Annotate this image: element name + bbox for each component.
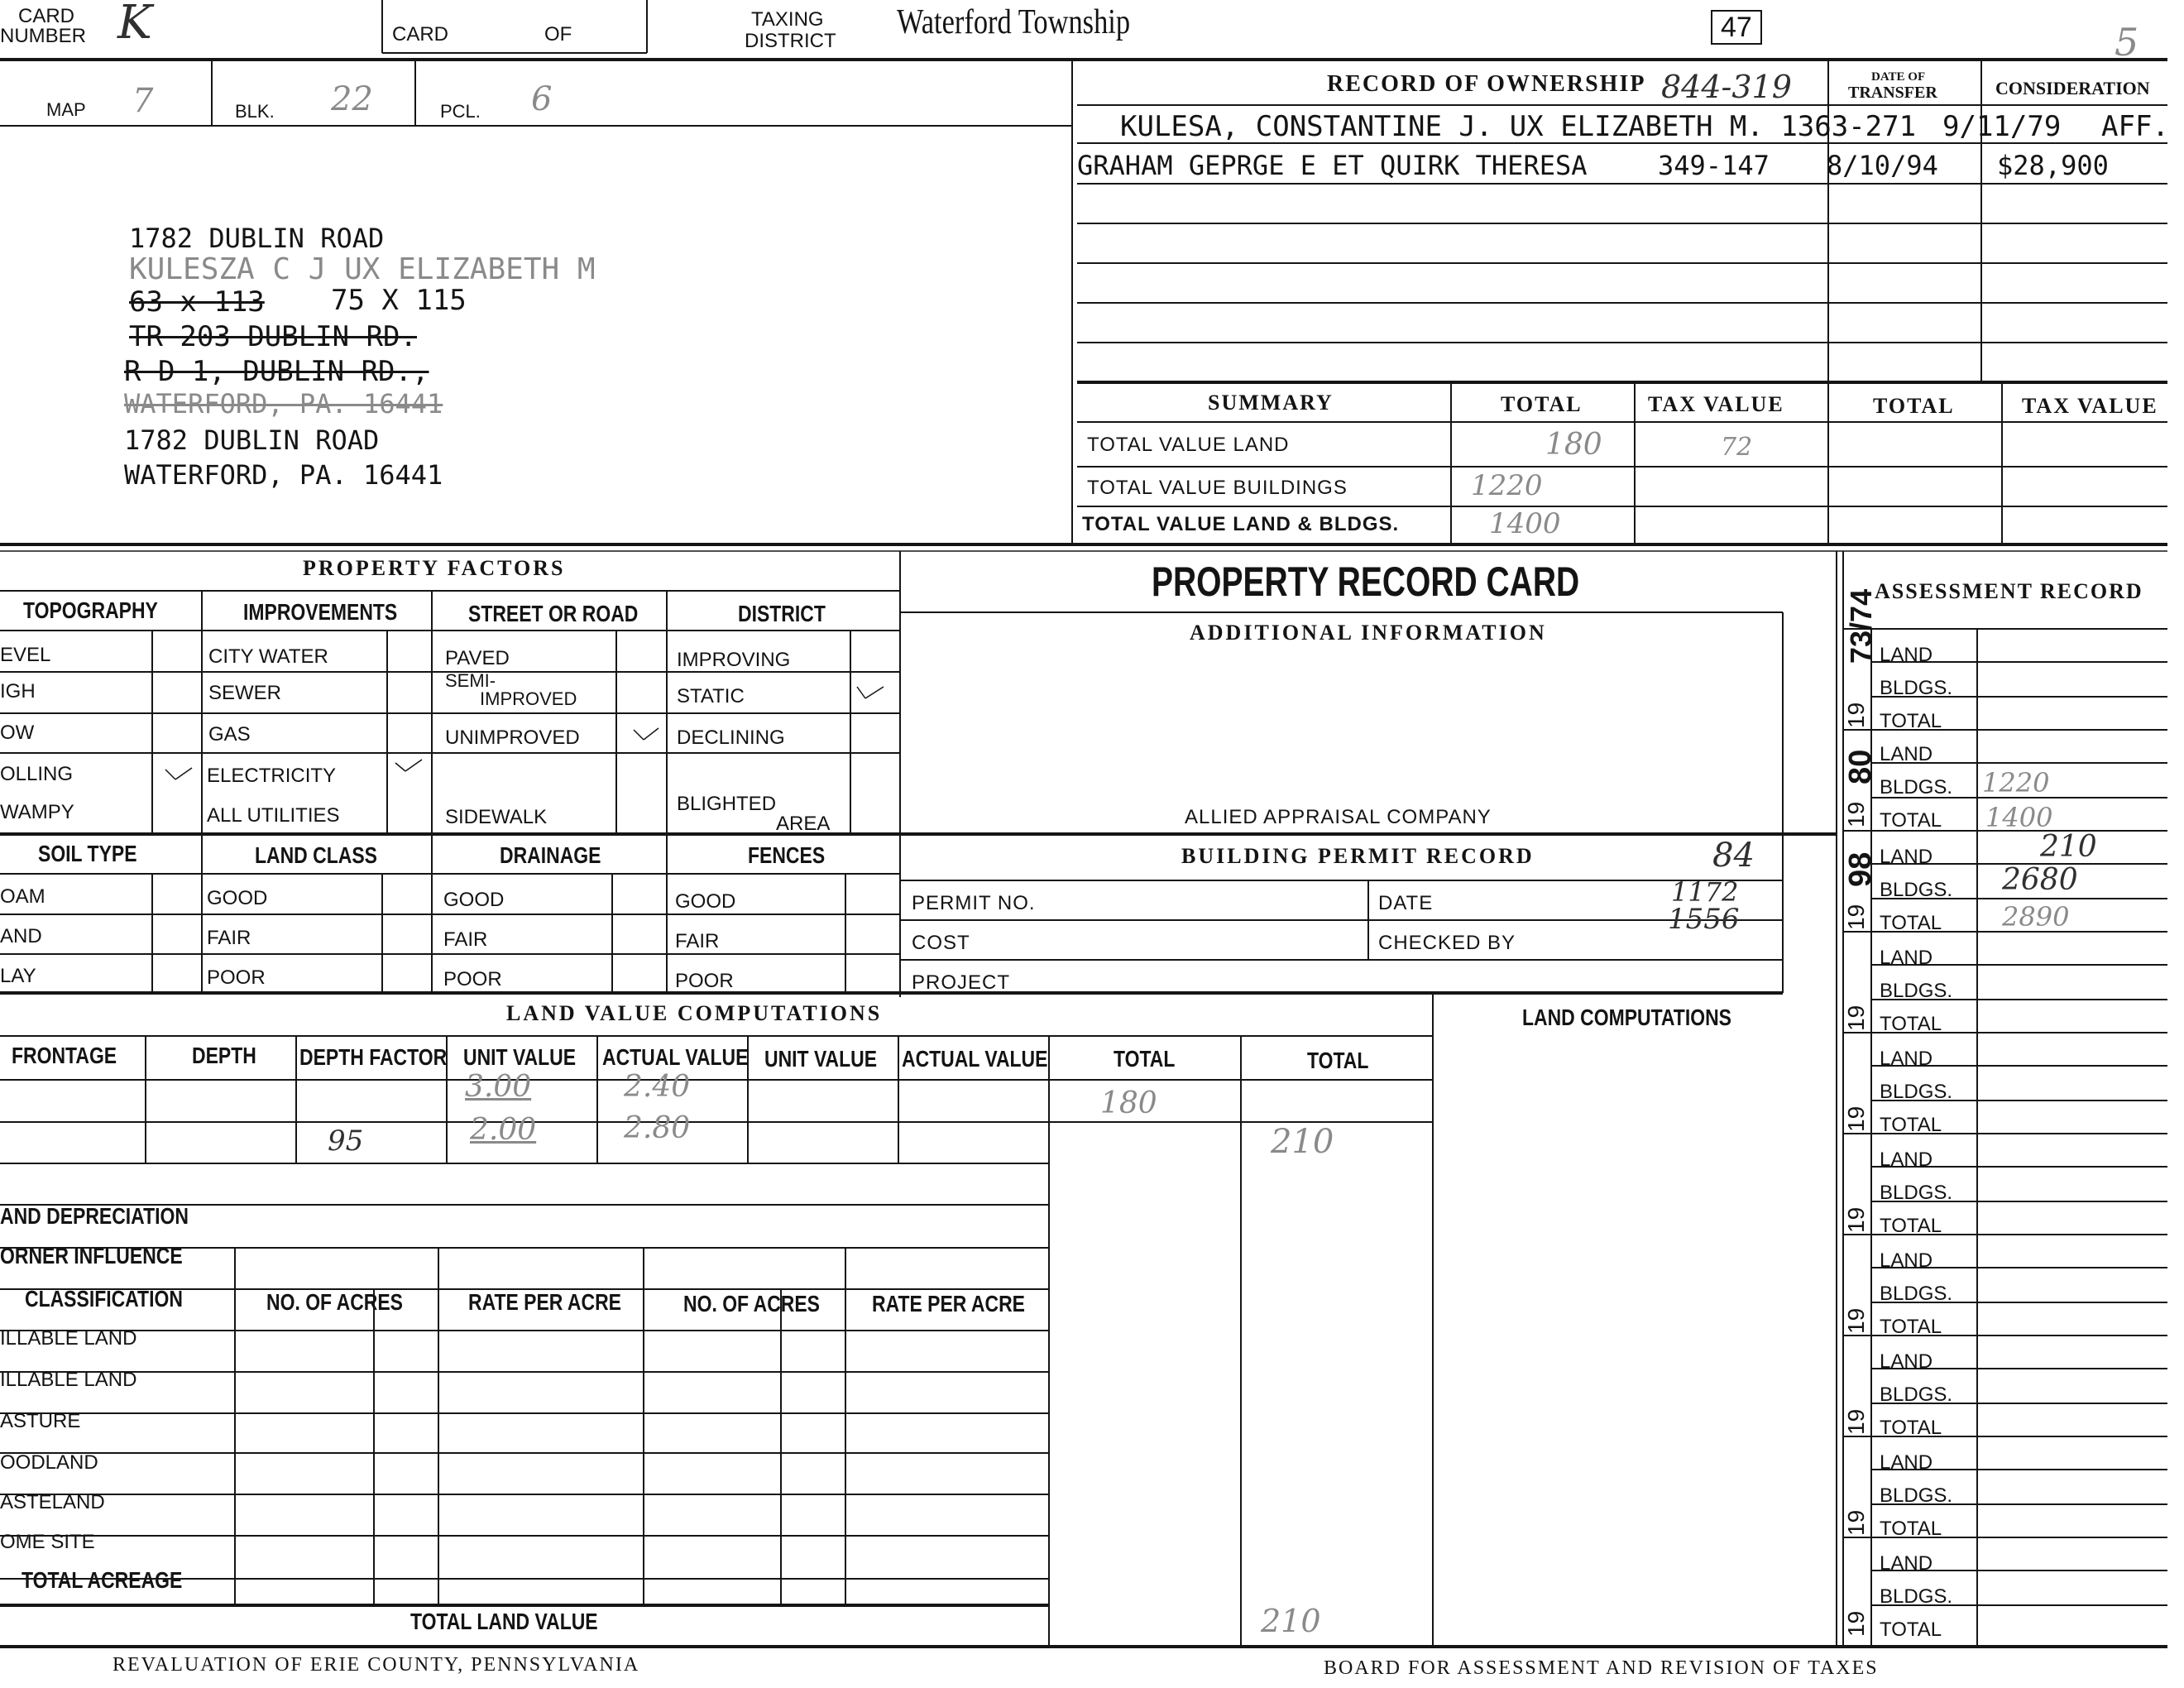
lvc-row2-actual: 2.80 bbox=[624, 1111, 691, 1145]
year-prefix-8: 19 bbox=[1843, 1408, 1869, 1435]
corner-influence-label: ORNER INFLUENCE bbox=[0, 1243, 183, 1268]
fences-poor: POOR bbox=[675, 970, 734, 992]
year-prefix-4: 19 bbox=[1843, 1005, 1869, 1031]
year-prefix-3: 19 bbox=[1843, 904, 1869, 930]
lot-size: 75 X 115 bbox=[331, 284, 467, 317]
lvc-depth-factor: DEPTH FACTOR bbox=[299, 1044, 448, 1070]
acreage-row-tillable-1: ILLABLE LAND bbox=[0, 1327, 137, 1350]
lvc-unit-value: UNIT VALUE bbox=[463, 1044, 577, 1070]
year-prefix-10: 19 bbox=[1843, 1610, 1869, 1637]
drainage-poor: POOR bbox=[443, 968, 502, 990]
assessment-98-land-value: 210 bbox=[2040, 830, 2097, 864]
owner-line: KULESZA C J UX ELIZABETH M bbox=[129, 252, 596, 286]
permit-project-label: PROJECT bbox=[912, 971, 1011, 994]
district-area: AREA bbox=[776, 813, 831, 835]
lvc-row1-unit: 3.00 bbox=[465, 1070, 532, 1104]
lvc-row2-unit: 2.00 bbox=[470, 1113, 537, 1147]
summary-row-landbldgs-total: 1400 bbox=[1489, 507, 1561, 540]
property-factors-title: PROPERTY FACTORS bbox=[303, 556, 566, 580]
assessment-land-10: LAND bbox=[1880, 1552, 1933, 1575]
year-prefix-7: 19 bbox=[1843, 1307, 1869, 1334]
taxing-district-label-2: DISTRICT bbox=[745, 30, 836, 52]
old-address-3: WATERFORD, PA. 16441 bbox=[124, 388, 443, 420]
assessment-bldgs-1: BLDGS. bbox=[1880, 677, 1953, 699]
taxing-district-value: Waterford Township bbox=[897, 3, 1131, 41]
drainage-good: GOOD bbox=[443, 889, 505, 911]
footer-right: BOARD FOR ASSESSMENT AND REVISION OF TAXES bbox=[1324, 1657, 1879, 1679]
card-number-value: K bbox=[117, 0, 152, 50]
year-98: 98 bbox=[1843, 851, 1878, 887]
assessment-total-3: TOTAL bbox=[1880, 912, 1942, 934]
assessment-bldgs-5: BLDGS. bbox=[1880, 1081, 1953, 1103]
acreage-row-wasteland: ASTELAND bbox=[0, 1491, 105, 1513]
year-prefix-9: 19 bbox=[1843, 1509, 1869, 1536]
topography-low: OW bbox=[0, 722, 35, 744]
assessment-total-7: TOTAL bbox=[1880, 1316, 1942, 1338]
old-address-1: TR 203 DUBLIN RD. bbox=[129, 320, 417, 353]
acreage-row-woodland: OODLAND bbox=[0, 1451, 98, 1474]
soil-sand: AND bbox=[0, 925, 42, 947]
taxing-district-label: TAXING bbox=[751, 8, 824, 31]
summary-total-label-2: TOTAL bbox=[1873, 394, 1955, 418]
assessment-total-2: TOTAL bbox=[1880, 809, 1942, 832]
permit-cost-label: COST bbox=[912, 932, 970, 954]
fences-title: FENCES bbox=[748, 842, 826, 868]
assessment-land-9: LAND bbox=[1880, 1451, 1933, 1474]
street-unimproved: UNIMPROVED bbox=[445, 727, 580, 749]
owner-row-2-name: GRAHAM GEPRGE E ET QUIRK THERESA bbox=[1077, 150, 1588, 181]
improvement-sewer: SEWER bbox=[208, 682, 282, 704]
card-label: CARD bbox=[392, 23, 449, 46]
assessment-80-total-value: 1400 bbox=[1985, 802, 2053, 833]
assessment-land-3: LAND bbox=[1880, 846, 1933, 868]
assessment-total-8: TOTAL bbox=[1880, 1417, 1942, 1439]
ownership-title-handwritten: 844-319 bbox=[1661, 69, 1792, 105]
rate-per-acre-title-2: RATE PER ACRE bbox=[872, 1291, 1025, 1316]
street-semi-improved: IMPROVED bbox=[480, 688, 577, 709]
card-number-label: CARD bbox=[18, 5, 75, 27]
land-depreciation-label: AND DEPRECIATION bbox=[0, 1203, 189, 1229]
assessment-total-4: TOTAL bbox=[1880, 1013, 1942, 1035]
acreage-row-home-site: OME SITE bbox=[0, 1531, 95, 1553]
footer-left: REVALUATION OF ERIE COUNTY, PENNSYLVANIA bbox=[113, 1654, 640, 1676]
of-label: OF bbox=[544, 23, 572, 46]
assessment-land-1: LAND bbox=[1880, 644, 1933, 666]
assessment-land-2: LAND bbox=[1880, 743, 1933, 765]
summary-total-label: TOTAL bbox=[1501, 392, 1583, 416]
acreage-row-tillable-2: ILLABLE LAND bbox=[0, 1369, 137, 1391]
street-title: STREET OR ROAD bbox=[468, 601, 639, 626]
district-static: STATIC bbox=[677, 685, 745, 707]
assessment-land-8: LAND bbox=[1880, 1350, 1933, 1373]
topography-rolling: OLLING bbox=[0, 763, 74, 785]
lvc-unit-value-2: UNIT VALUE bbox=[764, 1046, 878, 1072]
year-73-74: 73/74 bbox=[1844, 588, 1878, 664]
pcl-value: 6 bbox=[531, 80, 553, 118]
permit-hand-1: 84 bbox=[1712, 837, 1755, 875]
lvc-title: LAND VALUE COMPUTATIONS bbox=[506, 1001, 883, 1025]
improvement-gas: GAS bbox=[208, 723, 251, 746]
lvc-row1-total: 180 bbox=[1100, 1086, 1157, 1120]
summary-row-buildings-label: TOTAL VALUE BUILDINGS bbox=[1087, 477, 1348, 499]
classification-title: CLASSIFICATION bbox=[25, 1286, 183, 1312]
land-class-poor: POOR bbox=[207, 966, 266, 989]
assessment-98-bldgs-value: 2680 bbox=[2002, 863, 2078, 897]
blk-label: BLK. bbox=[235, 101, 275, 122]
total-land-value-label: TOTAL LAND VALUE bbox=[410, 1609, 598, 1634]
district-blighted: BLIGHTED bbox=[677, 793, 777, 815]
assessment-bldgs-9: BLDGS. bbox=[1880, 1484, 1953, 1507]
address-line-7: 1782 DUBLIN ROAD bbox=[124, 424, 380, 456]
soil-type-title: SOIL TYPE bbox=[38, 841, 137, 866]
lvc-actual-value-2: ACTUAL VALUE bbox=[902, 1046, 1048, 1072]
card-number-label-2: NUMBER bbox=[0, 25, 87, 47]
date-of-transfer-label-1: DATE OF bbox=[1871, 70, 1926, 84]
ownership-title: RECORD OF OWNERSHIP bbox=[1327, 71, 1646, 97]
assessment-bldgs-10: BLDGS. bbox=[1880, 1585, 1953, 1608]
no-of-acres-title-2: NO. OF ACRES bbox=[683, 1291, 820, 1316]
land-class-title: LAND CLASS bbox=[255, 842, 377, 868]
blk-value: 22 bbox=[331, 80, 373, 118]
year-prefix-6: 19 bbox=[1843, 1206, 1869, 1233]
street-sidewalk: SIDEWALK bbox=[445, 806, 548, 828]
land-class-good: GOOD bbox=[207, 887, 268, 909]
owner-row-1-consideration: AFF. bbox=[2101, 110, 2169, 143]
assessment-total-10: TOTAL bbox=[1880, 1618, 1942, 1641]
address-line-1: 1782 DUBLIN ROAD bbox=[129, 223, 385, 254]
lot-size-struck: 63 x 113 bbox=[129, 285, 265, 319]
lvc-actual-value: ACTUAL VALUE bbox=[602, 1044, 749, 1070]
assessment-bldgs-6: BLDGS. bbox=[1880, 1182, 1953, 1204]
assessment-bldgs-2: BLDGS. bbox=[1880, 776, 1953, 798]
summary-row-land-tax: 72 bbox=[1721, 433, 1753, 462]
summary-tax-value-label: TAX VALUE bbox=[1648, 392, 1784, 416]
assessment-total-9: TOTAL bbox=[1880, 1518, 1942, 1540]
assessment-98-total-value: 2890 bbox=[2002, 901, 2070, 933]
improvements-title: IMPROVEMENTS bbox=[243, 599, 398, 625]
map-label: MAP bbox=[46, 99, 86, 120]
district-title: DISTRICT bbox=[738, 601, 826, 626]
box-number: 47 bbox=[1711, 10, 1762, 45]
lvc-total-2: TOTAL bbox=[1307, 1048, 1369, 1073]
lvc-row2-total2: 210 bbox=[1271, 1123, 1334, 1161]
drainage-fair: FAIR bbox=[443, 928, 488, 951]
year-prefix-2: 19 bbox=[1843, 801, 1869, 827]
drainage-title: DRAINAGE bbox=[500, 842, 601, 868]
year-80: 80 bbox=[1843, 749, 1878, 784]
permit-no-label: PERMIT NO. bbox=[912, 892, 1036, 914]
assessment-land-6: LAND bbox=[1880, 1149, 1933, 1171]
assessment-total-1: TOTAL bbox=[1880, 710, 1942, 732]
summary-row-land-label: TOTAL VALUE LAND bbox=[1087, 434, 1290, 456]
year-prefix-5: 19 bbox=[1843, 1105, 1869, 1132]
topography-swampy: WAMPY bbox=[0, 801, 74, 823]
permit-checked-by-label: CHECKED BY bbox=[1378, 932, 1516, 954]
owner-row-2-book: 349-147 bbox=[1658, 150, 1770, 181]
fences-good: GOOD bbox=[675, 890, 736, 913]
land-computations-title: LAND COMPUTATIONS bbox=[1522, 1005, 1731, 1030]
district-improving: IMPROVING bbox=[677, 649, 791, 671]
fences-fair: FAIR bbox=[675, 930, 720, 952]
improvement-electricity: ELECTRICITY bbox=[207, 765, 337, 787]
rate-per-acre-title: RATE PER ACRE bbox=[468, 1289, 621, 1315]
allied-appraisal-company: ALLIED APPRAISAL COMPANY bbox=[1185, 806, 1492, 828]
no-of-acres-title: NO. OF ACRES bbox=[266, 1289, 403, 1315]
permit-hand-2: 1172 bbox=[1671, 876, 1739, 908]
pcl-label: PCL. bbox=[440, 101, 481, 122]
assessment-land-5: LAND bbox=[1880, 1048, 1933, 1070]
soil-loam: OAM bbox=[0, 885, 46, 908]
assessment-land-7: LAND bbox=[1880, 1249, 1933, 1272]
lvc-row2-factor: 95 bbox=[328, 1125, 364, 1158]
additional-info-title: ADDITIONAL INFORMATION bbox=[1190, 621, 1547, 645]
district-declining: DECLINING bbox=[677, 727, 785, 749]
assessment-land-4: LAND bbox=[1880, 947, 1933, 969]
permit-date-label: DATE bbox=[1378, 892, 1434, 914]
old-address-2: R D 1, DUBLIN RD., bbox=[124, 355, 429, 388]
topography-high: IGH bbox=[0, 680, 36, 703]
summary-title: SUMMARY bbox=[1208, 391, 1334, 415]
permit-title: BUILDING PERMIT RECORD bbox=[1181, 844, 1535, 868]
owner-row-2-date: 8/10/94 bbox=[1827, 150, 1938, 181]
assessment-bldgs-4: BLDGS. bbox=[1880, 980, 1953, 1002]
lvc-row1-actual: 2.40 bbox=[624, 1070, 691, 1104]
summary-row-landbldgs-label: TOTAL VALUE LAND & BLDGS. bbox=[1082, 513, 1400, 535]
address-line-8: WATERFORD, PA. 16441 bbox=[124, 459, 443, 491]
summary-row-buildings-total: 1220 bbox=[1471, 469, 1543, 502]
topography-level: EVEL bbox=[0, 644, 51, 666]
map-value: 7 bbox=[132, 82, 154, 120]
acreage-row-pasture: ASTURE bbox=[0, 1410, 81, 1432]
total-acreage-label: TOTAL ACREAGE bbox=[22, 1567, 183, 1593]
soil-clay: LAY bbox=[0, 965, 36, 987]
card-title: PROPERTY RECORD CARD bbox=[1152, 559, 1580, 605]
assessment-bldgs-7: BLDGS. bbox=[1880, 1283, 1953, 1305]
assessment-total-6: TOTAL bbox=[1880, 1215, 1942, 1237]
assessment-80-bldgs-value: 1220 bbox=[1982, 767, 2050, 798]
topography-title: TOPOGRAPHY bbox=[23, 597, 158, 623]
lvc-depth: DEPTH bbox=[192, 1043, 256, 1068]
assessment-total-5: TOTAL bbox=[1880, 1114, 1942, 1136]
owner-row-1-date: 9/11/79 bbox=[1942, 110, 2062, 143]
owner-row-1-name: KULESA, CONSTANTINE J. UX ELIZABETH M. 1363-271 bbox=[1120, 110, 1917, 143]
assessment-title: ASSESSMENT RECORD bbox=[1875, 579, 2143, 603]
assessment-bldgs-8: BLDGS. bbox=[1880, 1383, 1953, 1406]
lvc-total: TOTAL bbox=[1114, 1046, 1176, 1072]
total-land-value-hand: 210 bbox=[1261, 1603, 1321, 1639]
improvement-city-water: CITY WATER bbox=[208, 645, 328, 668]
corner-mark: 5 bbox=[2115, 20, 2139, 65]
summary-tax-value-label-2: TAX VALUE bbox=[2022, 394, 2158, 418]
street-semi: SEMI- bbox=[445, 670, 496, 691]
date-of-transfer-label-2: TRANSFER bbox=[1848, 84, 1937, 102]
improvement-all-utilities: ALL UTILITIES bbox=[207, 804, 340, 827]
year-prefix-1: 19 bbox=[1843, 702, 1869, 728]
owner-row-2-consideration: $28,900 bbox=[1997, 150, 2109, 181]
lvc-frontage: FRONTAGE bbox=[12, 1043, 117, 1068]
consideration-label: CONSIDERATION bbox=[1995, 78, 2150, 98]
permit-hand-3: 1556 bbox=[1668, 903, 1740, 936]
assessment-bldgs-3: BLDGS. bbox=[1880, 879, 1953, 901]
summary-row-land-total: 180 bbox=[1545, 428, 1602, 462]
street-paved: PAVED bbox=[445, 647, 510, 669]
land-class-fair: FAIR bbox=[207, 927, 251, 949]
